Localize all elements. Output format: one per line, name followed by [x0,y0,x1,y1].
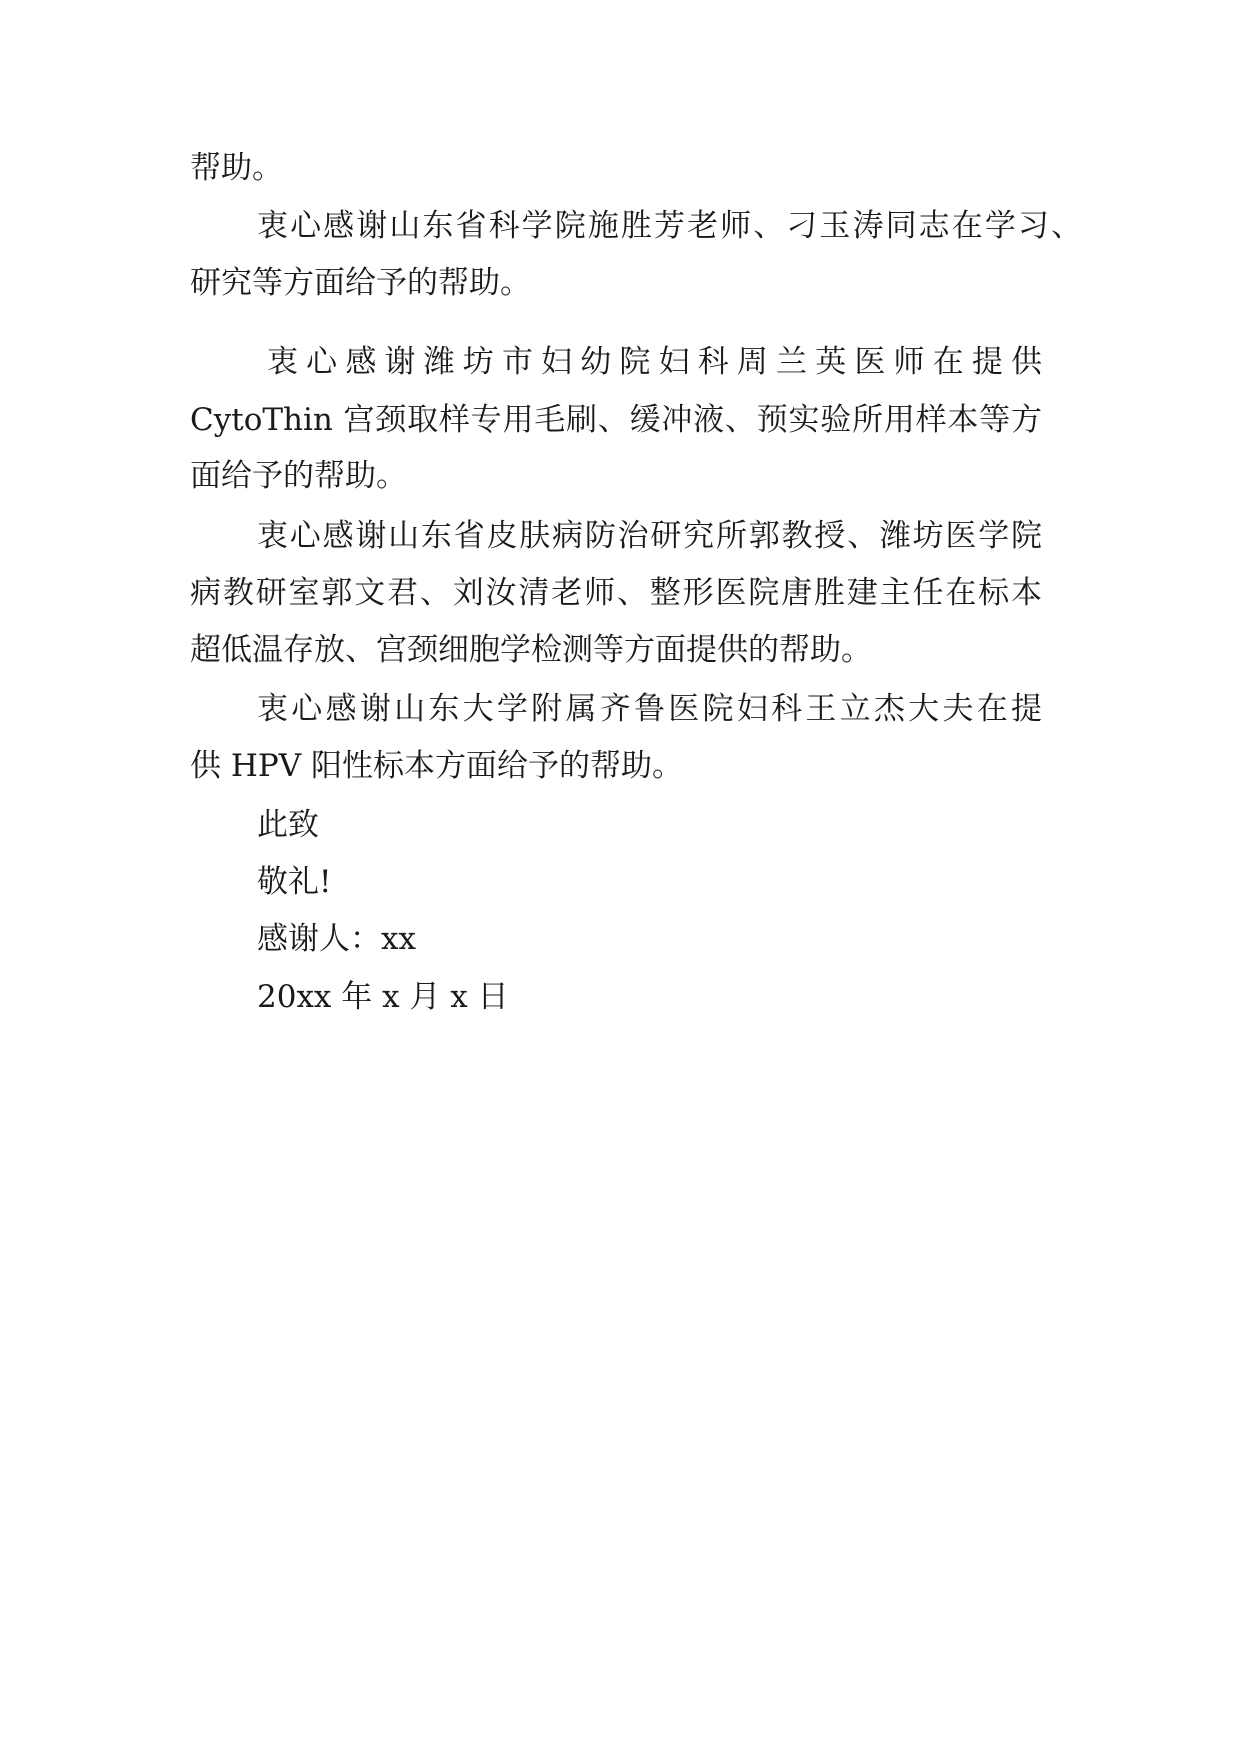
text-line-6: 面给予的帮助。 [190,458,407,494]
text-line-7: 衷心感谢山东省皮肤病防治研究所郭教授、潍坊医学院 [257,518,1042,554]
text-line-5: CytoThin 宫颈取样专用毛刷、缓冲液、预实验所用样本等方 [190,402,1042,438]
text-line-10: 衷心感谢山东大学附属齐鲁医院妇科王立杰大夫在提 [257,691,1042,727]
text-line-4: 衷心感谢潍坊市妇幼院妇科周兰英医师在提供 [267,344,1042,380]
closing-regards: 敬礼! [257,864,332,900]
closing-salutation: 此致 [257,807,319,843]
text-line-11: 供 HPV 阳性标本方面给予的帮助。 [190,748,683,784]
text-line-2: 衷心感谢山东省科学院施胜芳老师、刁玉涛同志在学习、 [257,208,1082,244]
signature-line: 感谢人：xx [257,921,416,957]
text-line-3: 研究等方面给予的帮助。 [190,265,531,301]
date-line: 20xx 年 x 月 x 日 [257,979,509,1015]
text-line-1: 帮助。 [190,150,283,186]
text-line-8: 病教研室郭文君、刘汝清老师、整形医院唐胜建主任在标本 [190,575,1042,611]
text-line-9: 超低温存放、宫颈细胞学检测等方面提供的帮助。 [190,632,872,668]
